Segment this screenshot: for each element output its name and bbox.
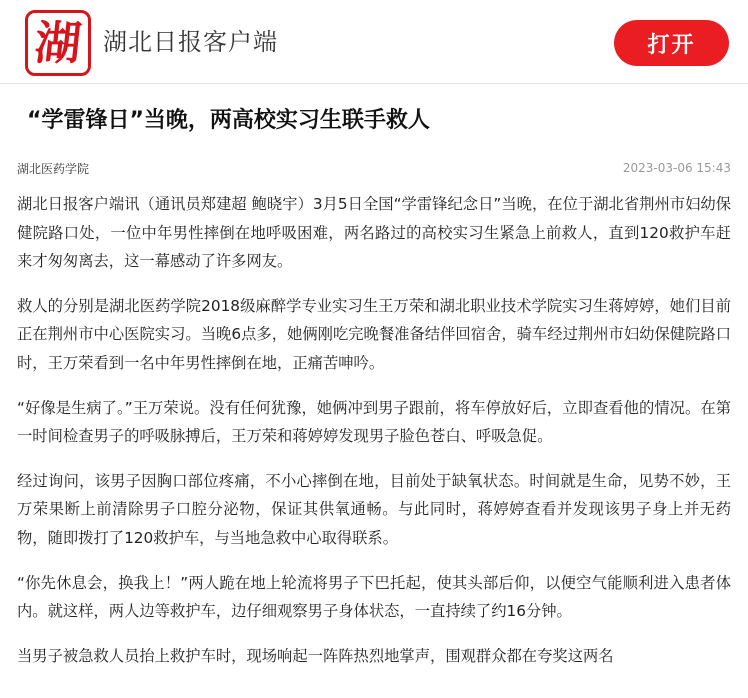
article-paragraph: 湖北日报客户端讯（通讯员郑建超 鲍晓宇）3月5日全国“学雷锋纪念日”当晚，在位于湖北省荆州市妇幼保健院路口处，一位中年男性摔倒在地呼吸困难，两名路过的高校实习生紧急上前救人，直到120救护车赶来才匆匆离去，这一幕感动了许多网友。 bbox=[17, 195, 731, 271]
logo-char: 湖 bbox=[32, 16, 84, 70]
article-paragraph: “你先休息会，换我上！”两人跪在地上轮流将男子下巴托起，使其头部后仰，以便空气能顺利进入患者体内。就这样，两人边等救护车，边仔细观察男子身体状态，一直持续了约16分钟。 bbox=[17, 573, 731, 621]
article-paragraph: 救人的分别是湖北医药学院2018级麻醉学专业实习生王万荣和湖北职业技术学院实习生蒋婷婷，她们目前正在荆州市中心医院实习。当晚6点多，她俩刚吃完晚餐准备结伴回宿舍，骑车经过荆州市妇幼保健院路口时，王万荣看到一名中年男性摔倒在地，正痛苦呻吟。 bbox=[17, 296, 731, 372]
app-name: 湖北日报客户端 bbox=[103, 28, 278, 56]
article-paragraph: 当男子被急救人员抬上救护车时，现场响起一阵阵热烈地掌声，围观群众都在夸奖这两名 bbox=[17, 646, 614, 665]
article-paragraph: 经过询问，该男子因胸口部位疼痛，不小心摔倒在地，目前处于缺氧状态。时间就是生命，见势不妙，王万荣果断上前清除男子口腔分泌物，保证其供氧通畅。与此同时，蒋婷婷查看并发现该男子身上并无药物，随即拨打了120救护车，与当地急救中心取得联系。 bbox=[17, 471, 731, 547]
article-paragraph: “好像是生病了。”王万荣说。没有任何犹豫，她俩冲到男子跟前，将车停放好后，立即查看他的情况。在第一时间检查男子的呼吸脉搏后，王万荣和蒋婷婷发现男子脸色苍白、呼吸急促。 bbox=[17, 398, 731, 446]
app-header bbox=[0, 0, 748, 84]
article-source: 湖北医药学院 bbox=[17, 161, 90, 176]
article-meta bbox=[17, 158, 731, 178]
article-title: “学雷锋日”当晚，两高校实习生联手救人 bbox=[27, 108, 430, 133]
article-time: 2023-03-06 15:43 bbox=[622, 161, 731, 175]
hubei-daily-logo bbox=[25, 10, 91, 76]
article bbox=[0, 84, 748, 670]
open-app-button[interactable]: 打开 bbox=[614, 20, 729, 66]
